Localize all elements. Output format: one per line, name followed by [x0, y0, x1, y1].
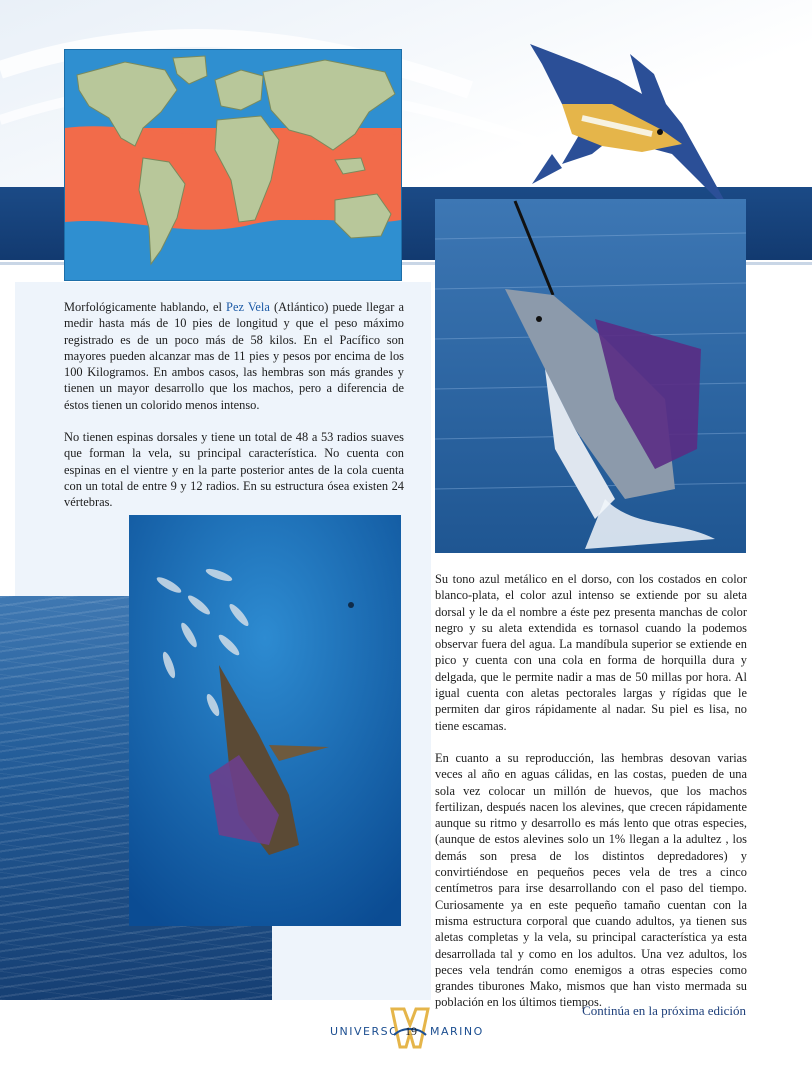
- page-number: 19: [405, 1024, 417, 1038]
- highlight-pez-vela: Pez Vela: [226, 300, 270, 314]
- paragraph-reproduction: En cuanto a su reproducción, las hembras desovan varias veces al año en aguas cálidas, en las costas, pueden de una sola vez colocar un millón de huevos, que los machos fertilizan, después nacen los alevines, que crecen rápidamente aunque su ritmo y desarrollo es más lento que otras especies, (aunque de estos alevines solo un 1% llegan a la adultez , los demás son presa de los distintos depredadores) y convirtiéndose en pequeños peces vela de tres a cinco centímetros para irse desarrollando con el paso del tiempo. Curiosamente ya en este pequeño tamaño cuentan con la misma estructura corporal que cuando adultos, ya tienen sus aletas completas y la vela, su principal característica ya esta desarrollada tal y como en los adultos. Una vez adultos, los peces vela tendrán como enemigos a otras especies como grandes tiburones Mako, mismos que han visto mermada su población en los últimos tiempos.: [435, 750, 747, 1010]
- page-footer: [320, 1005, 490, 1055]
- paragraph-anatomy: No tienen espinas dorsales y tiene un total de 48 a 53 radios suaves que forman la vela, su principal característica. No cuenta con espinas en el vientre y en la parte posterior antes de la cola cuenta con un total de entre 9 y 12 radios. En su estructura ósea existen 24 vértebras.: [64, 430, 404, 510]
- paragraph-morphology: [64, 299, 404, 413]
- paragraph-text: (Atlántico) puede llegar a medir hasta más de 10 pies de longitud y que el peso máximo registrado es de un poco más de 58 kilos. En el Pacífico son mayores pueden alcanzar mas de 11 pies y pesos por encima de los 100 Kilogramos. En ambos casos, las hembras son más grandes y tienen un mayor desarrollo que los machos, pero a diferencia de éstos tienen un colorido menos intenso.: [64, 300, 405, 412]
- paragraph-coloration: Su tono azul metálico en el dorso, con los costados en color blanco-plata, el color azul intenso se extiende por su aleta dorsal y le da el nombre a éste pez presenta manchas de color negro y su aleta extendida es tornasol cuando la podemos observar fuera del agua. La mandíbula superior se extiende en pico y cuenta con una cola en forma de horquilla dura y delgada, que le permite nadir a mas de 50 millas por hora. Al igual cuenta con aletas pectorales largas y rígidas que le permiten dar giros rápidamente al nadar. Su piel es lisa, no tiene escamas.: [435, 572, 747, 733]
- world-distribution-map: [64, 49, 402, 281]
- sailfish-illustration: [522, 34, 737, 224]
- magazine-name-left: UNIVERSO: [330, 1025, 400, 1038]
- magazine-name-right: MARINO: [430, 1025, 484, 1038]
- underwater-sailfish-photo: [129, 515, 401, 926]
- continue-note: Continúa en la próxima edición: [582, 1003, 746, 1018]
- paragraph-text: Morfológicamente hablando, el: [64, 300, 227, 314]
- article-column-right: [435, 571, 747, 1027]
- article-column-left: [64, 299, 404, 527]
- jumping-sailfish-photo: [435, 199, 746, 553]
